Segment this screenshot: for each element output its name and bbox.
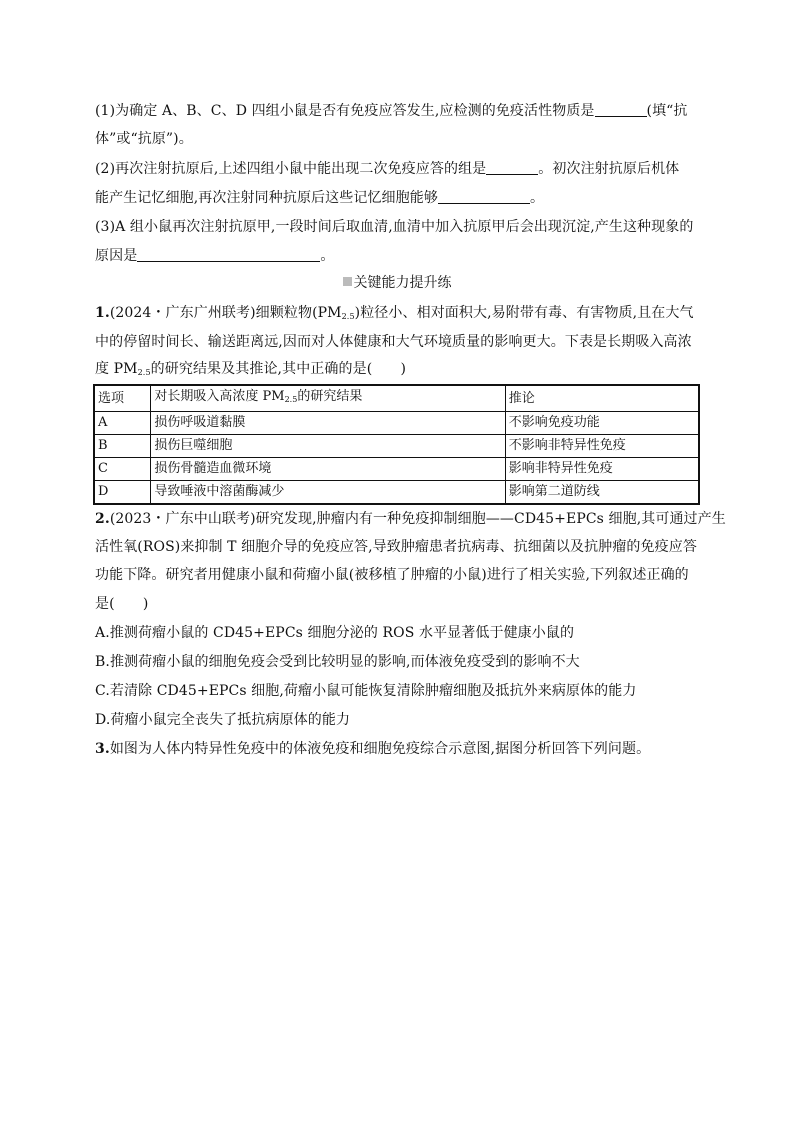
table-header-cell: 选项 <box>94 385 151 412</box>
question-2-line2: 活性氧(ROS)来抑制 T 细胞介导的免疫应答,导致肿瘤患者抗病毒、抗细菌以及抗肿瘤的免疫应答 <box>95 539 697 555</box>
question-2-line4: 是( ) <box>95 596 149 612</box>
table-cell-inference: 影响非特异性免疫 <box>505 458 699 481</box>
answer-blank <box>438 189 530 204</box>
section-title: 关键能力提升练 <box>0 272 794 294</box>
question-1-line3: 度 $PM_{2.5}$的研究结果及其推论,其中正确的是( ) <box>95 361 407 377</box>
option-d[interactable]: D.荷瘤小鼠完全丧失了抵抗病原体的能力 <box>95 712 351 728</box>
table-cell-result: 损伤骨髓造血微环境 <box>151 458 505 481</box>
table-cell-option: D <box>94 481 151 505</box>
q-part1-line2: 体”或“抗原”)。 <box>95 131 193 147</box>
option-b[interactable]: B.推测荷瘤小鼠的细胞免疫会受到比较明显的影响,而体液免疫受到的影响不大 <box>95 654 580 670</box>
table-cell-inference: 不影响非特异性免疫 <box>505 435 699 458</box>
answer-blank <box>595 102 647 117</box>
question-2-line1: 2.(2023・广东中山联考)研究发现,肿瘤内有一种免疫抑制细胞——CD45+EPCs 细胞,其可通过产生 <box>95 511 726 527</box>
table-header-cell: 对长期吸入高浓度 $PM_{2.5}$的研究结果 <box>151 385 505 412</box>
table-cell-result: 导致唾液中溶菌酶减少 <box>151 481 505 505</box>
table-cell-option: C <box>94 458 151 481</box>
question-1-line2: 中的停留时间长、输送距离远,因而对人体健康和大气环境质量的影响更大。下表是长期吸入高浓 <box>95 334 692 350</box>
table-header-row <box>94 385 699 412</box>
research-table <box>93 384 700 505</box>
table-cell-inference: 不影响免疫功能 <box>505 412 699 435</box>
section-marker-icon <box>343 277 352 286</box>
table-cell-option: A <box>94 412 151 435</box>
q-part3-line1: (3)A 组小鼠再次注射抗原甲,一段时间后取血清,血清中加入抗原甲后会出现沉淀,产生这种现象的 <box>95 219 694 235</box>
q-part2-line1: (2)再次注射抗原后,上述四组小鼠中能出现二次免疫应答的组是 。初次注射抗原后机体 <box>95 161 680 177</box>
table-header-cell: 推论 <box>505 385 699 412</box>
q-part1-line1: (1)为确定 A、B、C、D 四组小鼠是否有免疫应答发生,应检测的免疫活性物质是 (填“抗 <box>95 103 688 119</box>
table-row <box>94 435 699 458</box>
q-part2-line2: 能产生记忆细胞,再次注射同种抗原后这些记忆细胞能够 。 <box>95 190 545 206</box>
option-a[interactable]: A.推测荷瘤小鼠的 CD45+EPCs 细胞分泌的 ROS 水平显著低于健康小鼠的 <box>95 625 575 641</box>
question-1-line1: 1.(2024・广东广州联考)细颗粒物$(PM_{2.5})$粒径小、相对面积大,易附带有毒、有害物质,且在大气 <box>95 305 694 321</box>
table-row <box>94 412 699 435</box>
answer-blank <box>486 160 538 175</box>
question-2-line3: 功能下降。研究者用健康小鼠和荷瘤小鼠(被移植了肿瘤的小鼠)进行了相关实验,下列叙述正确的 <box>95 567 689 583</box>
question-3-line1: 3.如图为人体内特异性免疫中的体液免疫和细胞免疫综合示意图,据图分析回答下列问题。 <box>95 741 651 757</box>
table-cell-result: 损伤巨噬细胞 <box>151 435 505 458</box>
table-cell-option: B <box>94 435 151 458</box>
table-row <box>94 481 699 505</box>
answer-blank <box>137 247 320 262</box>
option-c[interactable]: C.若清除 CD45+EPCs 细胞,荷瘤小鼠可能恢复清除肿瘤细胞及抵抗外来病原体的能力 <box>95 683 637 699</box>
table-cell-inference: 影响第二道防线 <box>505 481 699 505</box>
table-cell-result: 损伤呼吸道黏膜 <box>151 412 505 435</box>
table-row <box>94 458 699 481</box>
q-part3-line2: 原因是 。 <box>95 248 335 264</box>
